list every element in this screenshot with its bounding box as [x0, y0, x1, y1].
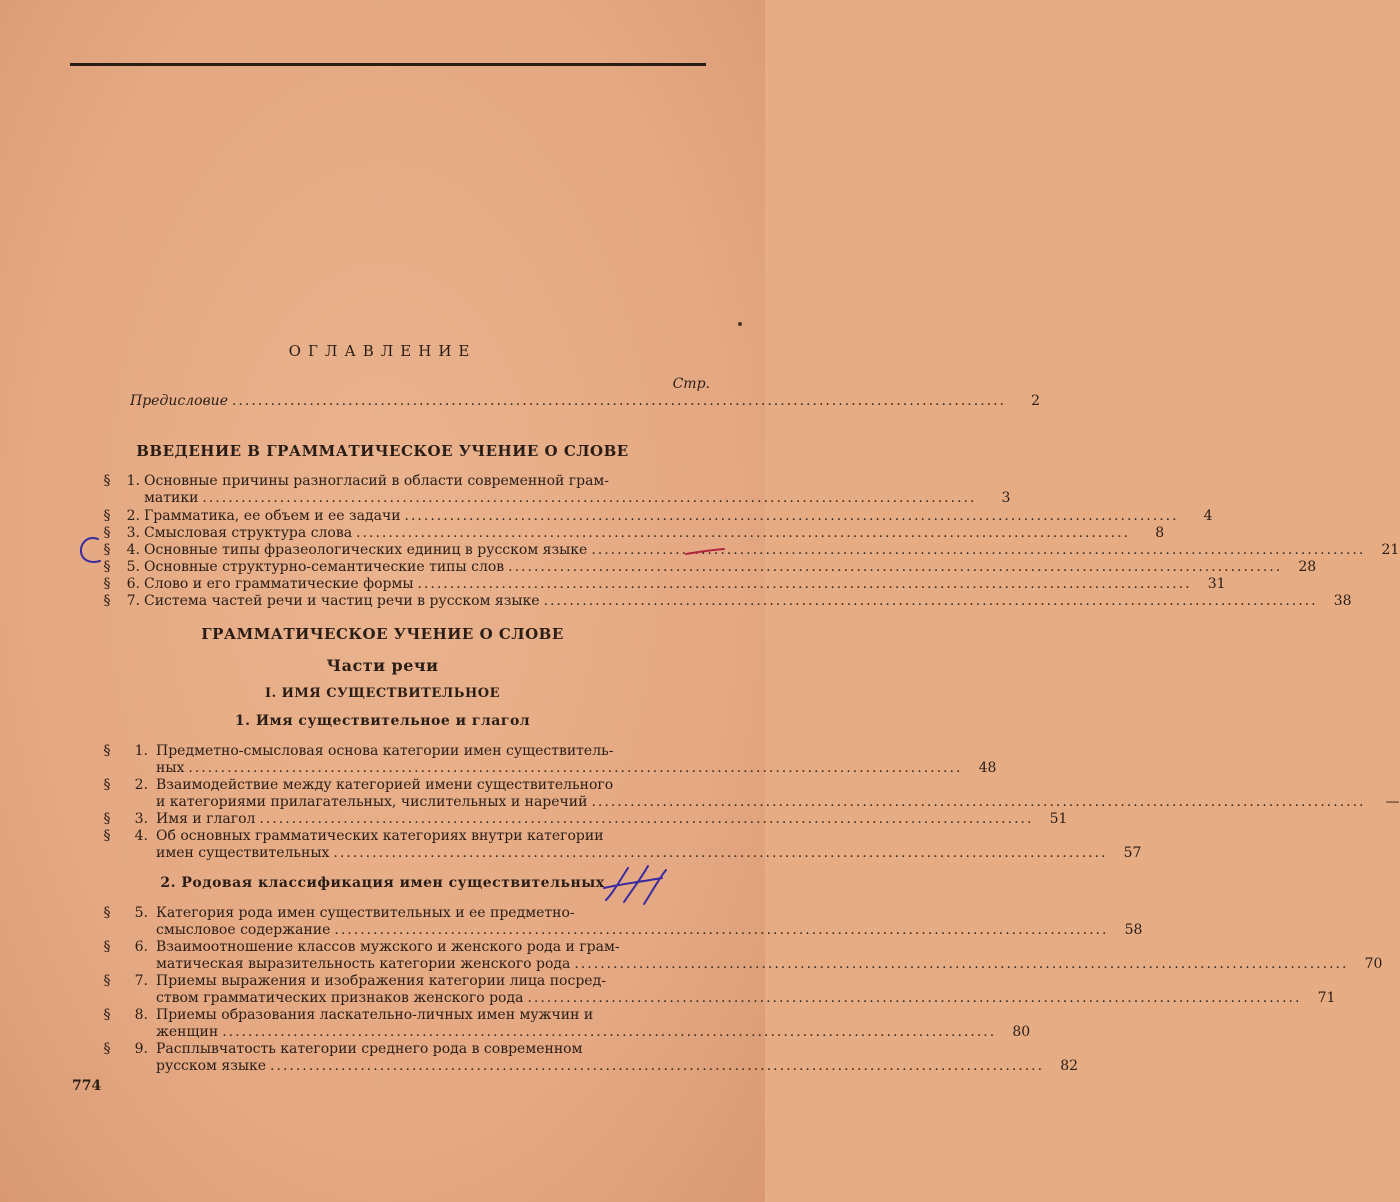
section-sign: §	[103, 473, 111, 489]
toc-row[interactable]	[100, 1041, 712, 1058]
dot-leader: ........................................................................................................................	[574, 956, 1349, 972]
toc-page-number: 71	[1317, 990, 1336, 1006]
dot-leader: ........................................................................................................................	[591, 794, 1366, 810]
dot-leader: ........................................................................................................................	[222, 1024, 997, 1040]
dot-leader: ........................................................................................................................	[231, 393, 1007, 409]
toc-entry-text: Приемы выражения и изображения категории лица посред-	[156, 973, 606, 989]
toc-row[interactable]	[100, 743, 712, 760]
section-sign: §	[103, 939, 111, 955]
toc-entry-text: Слово и его грамматические формы	[144, 576, 414, 592]
toc-item-number: 2.	[134, 777, 148, 793]
section-sign: §	[103, 542, 111, 558]
toc-entry-text: Система частей речи и частиц речи в русском языке	[144, 593, 540, 609]
toc-row[interactable]	[100, 473, 712, 490]
page-number: 774	[72, 1078, 102, 1094]
dot-leader: ........................................................................................................................	[508, 559, 1283, 575]
toc-entry-text: имен существительных	[156, 845, 330, 861]
toc-item-number: 6.	[134, 939, 148, 955]
dot-leader: ........................................................................................................................	[404, 508, 1179, 524]
toc-page-number: 82	[1060, 1058, 1079, 1074]
toc-row[interactable]	[100, 542, 1400, 559]
toc-entry-text: Приемы образования ласкательно-личных имен мужчин и	[156, 1007, 594, 1023]
toc-row-continuation[interactable]	[100, 760, 997, 777]
toc-entry-text: Основные структурно-семантические типы слов	[144, 559, 505, 575]
toc-entry-text: Основные типы фразеологических единиц в русском языке	[144, 542, 588, 558]
toc-row-preface[interactable]	[100, 393, 1041, 410]
toc-page-number: 4	[1203, 508, 1213, 524]
section-sign: §	[103, 905, 111, 921]
toc-page-number: 2	[1031, 393, 1041, 409]
toc-entry-text: Смысловая структура слова	[144, 525, 353, 541]
toc-page-number: 38	[1333, 593, 1352, 609]
toc-row-continuation[interactable]	[100, 922, 1143, 939]
toc-item-number: 5.	[134, 905, 148, 921]
handwritten-c-mark	[76, 533, 106, 569]
section-heading-intro: ВВЕДЕНИЕ В ГРАММАТИЧЕСКОЕ УЧЕНИЕ О СЛОВЕ	[136, 442, 629, 460]
toc-item-number: 8.	[134, 1007, 148, 1023]
toc-page-number: 57	[1123, 845, 1142, 861]
handwritten-underline-mark	[684, 540, 726, 562]
toc-row[interactable]	[100, 939, 712, 956]
toc-page-number: 48	[978, 760, 997, 776]
toc-entry-text: Грамматика, ее объем и ее задачи	[144, 508, 401, 524]
toc-entry-text: Предметно-смысловая основа категории имен существитель-	[156, 743, 614, 759]
toc-entry-text: Взаимодействие между категорией имени существительного	[156, 777, 614, 793]
toc-row[interactable]	[100, 905, 712, 922]
toc-item-number: 7.	[126, 593, 140, 609]
top-rule	[70, 63, 706, 66]
dot-leader: ........................................................................................................................	[591, 542, 1366, 558]
toc-item-number: 4.	[126, 542, 140, 558]
page-column-label: Стр.	[672, 376, 710, 392]
toc-row[interactable]	[100, 525, 1165, 542]
page-column-label-row	[100, 376, 712, 393]
toc-item-number: 7.	[134, 973, 148, 989]
toc-item-number: 1.	[126, 473, 140, 489]
toc-page-number: 8	[1155, 525, 1165, 541]
toc-row-continuation[interactable]	[100, 956, 1383, 973]
chapter-heading-2: 2. Родовая классификация имен существительных	[160, 875, 605, 891]
chapter-heading-1: 1. Имя существительное и глагол	[234, 713, 531, 729]
part-heading: I. ИМЯ СУЩЕСТВИТЕЛЬНОЕ	[264, 686, 501, 701]
section-sign: §	[103, 559, 111, 575]
toc-entry-text: Расплывчатость категории среднего рода в современном	[156, 1041, 583, 1057]
toc-row-continuation[interactable]	[100, 845, 1142, 862]
toc-page-number: 3	[1001, 490, 1011, 506]
section-sign: §	[103, 743, 111, 759]
toc-item-number: 3.	[134, 811, 148, 827]
toc-row[interactable]	[100, 828, 712, 845]
dot-leader: ........................................................................................................................	[270, 1058, 1045, 1074]
dot-leader: ........................................................................................................................	[333, 845, 1108, 861]
toc-page-number: 58	[1124, 922, 1143, 938]
section-sign: §	[103, 508, 111, 524]
toc-row[interactable]	[100, 559, 1317, 576]
toc-item-number: 5.	[126, 559, 140, 575]
section-sign: §	[103, 811, 111, 827]
dot-leader: ........................................................................................................................	[259, 811, 1034, 827]
dot-leader: ........................................................................................................................	[356, 525, 1131, 541]
dot-leader: ........................................................................................................................	[527, 990, 1302, 1006]
toc-row[interactable]	[100, 508, 1213, 525]
section-sign: §	[103, 777, 111, 793]
toc-page-number: 31	[1207, 576, 1226, 592]
toc-row[interactable]	[100, 593, 1352, 610]
toc-entry-text: смысловое содержание	[156, 922, 331, 938]
toc-entry-text: Имя и глагол	[156, 811, 256, 827]
toc-page-number: 51	[1049, 811, 1068, 827]
toc-row[interactable]	[100, 777, 712, 794]
section-sign: §	[103, 1041, 111, 1057]
toc-entry-text: Категория рода имен существительных и ее предметно-	[156, 905, 575, 921]
subheading-parts-of-speech: Части речи	[326, 656, 439, 675]
toc-entry-text: и категориями прилагательных, числительных и наречий	[156, 794, 588, 810]
section-sign: §	[103, 828, 111, 844]
toc-item-number: 2.	[126, 508, 140, 524]
page-title: ОГЛАВЛЕНИЕ	[288, 342, 477, 360]
section-sign: §	[103, 576, 111, 592]
toc-page-number: —	[1385, 794, 1400, 810]
section-sign: §	[103, 1007, 111, 1023]
section-sign: §	[103, 973, 111, 989]
toc-page-number: 70	[1364, 956, 1383, 972]
dot-leader: ........................................................................................................................	[417, 576, 1192, 592]
toc-row[interactable]	[100, 973, 712, 990]
toc-entry-text: Об основных грамматических категориях внутри категории	[156, 828, 604, 844]
toc-item-number: 1.	[134, 743, 148, 759]
toc-entry-text: матики	[144, 490, 199, 506]
toc-item-number: 3.	[126, 525, 140, 541]
toc-row[interactable]	[100, 1007, 712, 1024]
toc-entry-text: матическая выразительность категории женского рода	[156, 956, 571, 972]
section-heading-grammar: ГРАММАТИЧЕСКОЕ УЧЕНИЕ О СЛОВЕ	[201, 625, 564, 643]
toc-row-continuation[interactable]	[100, 1024, 1031, 1041]
toc-item-number: 9.	[134, 1041, 148, 1057]
toc-row-continuation[interactable]	[100, 990, 1336, 1007]
toc-page-number: 28	[1298, 559, 1317, 575]
toc-row-continuation[interactable]	[100, 490, 1011, 507]
toc-item-number: 6.	[126, 576, 140, 592]
toc-entry-text: русском языке	[156, 1058, 267, 1074]
section-sign: §	[103, 525, 111, 541]
dot-leader: ........................................................................................................................	[543, 593, 1318, 609]
dot-leader: ........................................................................................................................	[202, 490, 977, 506]
toc-row[interactable]	[100, 811, 1068, 828]
toc-entry-text: женщин	[156, 1024, 219, 1040]
dot-leader: ........................................................................................................................	[188, 760, 963, 776]
dot-leader: ........................................................................................................................	[334, 922, 1109, 938]
toc-row-continuation[interactable]	[100, 794, 1400, 811]
toc-entry-text: Основные причины разногласий в области современной грам-	[144, 473, 610, 489]
toc-entry-text: Взаимоотношение классов мужского и женского рода и грам-	[156, 939, 620, 955]
toc-page-number: 21	[1381, 542, 1400, 558]
toc-row-continuation[interactable]	[100, 1058, 1079, 1075]
toc-entry-text: Предисловие	[130, 393, 228, 409]
section-sign: §	[103, 593, 111, 609]
toc-entry-text: ством грамматических признаков женского рода	[156, 990, 524, 1006]
toc-row[interactable]	[100, 576, 1226, 593]
toc-page-number: 80	[1012, 1024, 1031, 1040]
toc-entry-text: ных	[156, 760, 185, 776]
ink-speck	[738, 322, 742, 326]
toc-item-number: 4.	[134, 828, 148, 844]
